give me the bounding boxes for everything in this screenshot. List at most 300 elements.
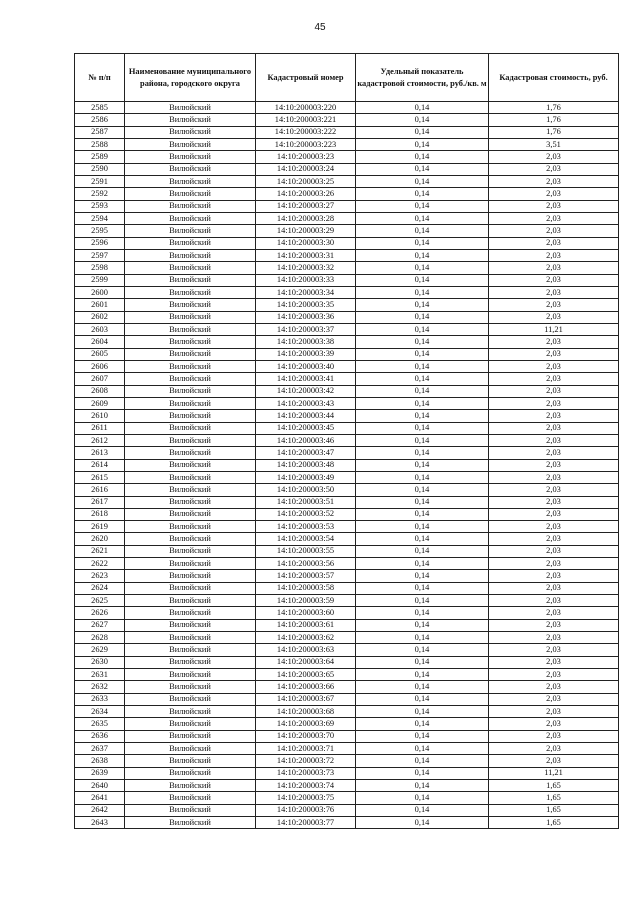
table-row [75, 348, 619, 360]
specific-value-cell: 0,14 [356, 114, 489, 126]
district-cell: Вилюйский [125, 780, 256, 792]
table-row [75, 410, 619, 422]
specific-value-cell: 0,14 [356, 323, 489, 335]
district-cell: Вилюйский [125, 730, 256, 742]
district-cell: Вилюйский [125, 755, 256, 767]
district-cell: Вилюйский [125, 619, 256, 631]
specific-value-cell: 0,14 [356, 373, 489, 385]
cadastral-value-cell: 2,03 [489, 299, 619, 311]
specific-value-cell: 0,14 [356, 484, 489, 496]
table-row [75, 817, 619, 829]
table-row [75, 102, 619, 114]
district-cell: Вилюйский [125, 533, 256, 545]
specific-value-cell: 0,14 [356, 656, 489, 668]
cadastral-value-cell: 2,03 [489, 595, 619, 607]
cadastral-number-cell: 14:10:200003:53 [256, 521, 356, 533]
specific-value-cell: 0,14 [356, 533, 489, 545]
table-row [75, 471, 619, 483]
specific-value-cell: 0,14 [356, 669, 489, 681]
table-row [75, 508, 619, 520]
cadastral-value-cell: 2,03 [489, 336, 619, 348]
cadastral-number-cell: 14:10:200003:60 [256, 607, 356, 619]
district-cell: Вилюйский [125, 521, 256, 533]
cadastral-value-cell: 1,65 [489, 780, 619, 792]
district-cell: Вилюйский [125, 718, 256, 730]
district-cell: Вилюйский [125, 484, 256, 496]
cadastral-number-cell: 14:10:200003:24 [256, 163, 356, 175]
row-num-cell: 2602 [75, 311, 125, 323]
cadastral-value-cell: 2,03 [489, 225, 619, 237]
district-cell: Вилюйский [125, 743, 256, 755]
specific-value-cell: 0,14 [356, 780, 489, 792]
district-cell: Вилюйский [125, 249, 256, 261]
cadastral-value-cell: 2,03 [489, 311, 619, 323]
row-num-cell: 2627 [75, 619, 125, 631]
district-cell: Вилюйский [125, 175, 256, 187]
cadastral-number-cell: 14:10:200003:29 [256, 225, 356, 237]
specific-value-cell: 0,14 [356, 545, 489, 557]
district-cell: Вилюйский [125, 570, 256, 582]
district-cell: Вилюйский [125, 286, 256, 298]
row-num-cell: 2607 [75, 373, 125, 385]
cadastral-value-cell: 2,03 [489, 471, 619, 483]
district-cell: Вилюйский [125, 200, 256, 212]
row-num-cell: 2589 [75, 151, 125, 163]
row-num-cell: 2586 [75, 114, 125, 126]
table-row [75, 619, 619, 631]
district-cell: Вилюйский [125, 237, 256, 249]
district-cell: Вилюйский [125, 212, 256, 224]
row-num-cell: 2638 [75, 755, 125, 767]
specific-value-cell: 0,14 [356, 496, 489, 508]
cadastral-value-cell: 2,03 [489, 397, 619, 409]
specific-value-cell: 0,14 [356, 237, 489, 249]
cadastral-value-cell: 2,03 [489, 163, 619, 175]
row-num-cell: 2620 [75, 533, 125, 545]
district-cell: Вилюйский [125, 151, 256, 163]
cadastral-value-cell: 1,65 [489, 804, 619, 816]
row-num-cell: 2603 [75, 323, 125, 335]
table-row [75, 138, 619, 150]
specific-value-cell: 0,14 [356, 126, 489, 138]
cadastral-number-cell: 14:10:200003:59 [256, 595, 356, 607]
table-row [75, 459, 619, 471]
cadastral-number-cell: 14:10:200003:42 [256, 385, 356, 397]
cadastral-value-cell: 2,03 [489, 447, 619, 459]
cadastral-number-cell: 14:10:200003:50 [256, 484, 356, 496]
row-num-cell: 2636 [75, 730, 125, 742]
cadastral-value-cell: 2,03 [489, 385, 619, 397]
cadastral-value-cell: 2,03 [489, 262, 619, 274]
row-num-cell: 2630 [75, 656, 125, 668]
table-row [75, 669, 619, 681]
cadastral-value-cell: 2,03 [489, 718, 619, 730]
district-cell: Вилюйский [125, 385, 256, 397]
district-cell: Вилюйский [125, 225, 256, 237]
district-cell: Вилюйский [125, 163, 256, 175]
table-row [75, 397, 619, 409]
district-cell: Вилюйский [125, 459, 256, 471]
table-row [75, 570, 619, 582]
cadastral-value-cell: 2,03 [489, 200, 619, 212]
cadastral-value-cell: 2,03 [489, 484, 619, 496]
cadastral-number-cell: 14:10:200003:43 [256, 397, 356, 409]
table-row [75, 607, 619, 619]
cadastral-number-cell: 14:10:200003:220 [256, 102, 356, 114]
table-row [75, 521, 619, 533]
specific-value-cell: 0,14 [356, 188, 489, 200]
cadastral-value-cell: 2,03 [489, 743, 619, 755]
row-num-cell: 2640 [75, 780, 125, 792]
cadastral-value-cell: 1,76 [489, 114, 619, 126]
cadastral-value-cell: 1,65 [489, 817, 619, 829]
cadastral-number-cell: 14:10:200003:25 [256, 175, 356, 187]
row-num-cell: 2631 [75, 669, 125, 681]
district-cell: Вилюйский [125, 595, 256, 607]
cadastral-value-cell: 2,03 [489, 644, 619, 656]
row-num-cell: 2622 [75, 558, 125, 570]
table-row [75, 755, 619, 767]
cadastral-number-cell: 14:10:200003:33 [256, 274, 356, 286]
row-num-cell: 2632 [75, 681, 125, 693]
table-row [75, 151, 619, 163]
cadastral-value-cell: 2,03 [489, 459, 619, 471]
header-row [75, 54, 619, 102]
district-cell: Вилюйский [125, 792, 256, 804]
cadastral-value-cell: 1,76 [489, 126, 619, 138]
row-num-cell: 2591 [75, 175, 125, 187]
specific-value-cell: 0,14 [356, 804, 489, 816]
district-cell: Вилюйский [125, 681, 256, 693]
table-row [75, 718, 619, 730]
table-row [75, 237, 619, 249]
cadastral-number-cell: 14:10:200003:40 [256, 360, 356, 372]
district-cell: Вилюйский [125, 644, 256, 656]
specific-value-cell: 0,14 [356, 410, 489, 422]
cadastral-value-cell: 2,03 [489, 656, 619, 668]
cadastral-number-cell: 14:10:200003:62 [256, 632, 356, 644]
district-cell: Вилюйский [125, 706, 256, 718]
cadastral-value-cell: 2,03 [489, 496, 619, 508]
row-num-cell: 2590 [75, 163, 125, 175]
row-num-cell: 2639 [75, 767, 125, 779]
cadastral-number-cell: 14:10:200003:77 [256, 817, 356, 829]
row-num-cell: 2625 [75, 595, 125, 607]
cadastral-value-cell: 2,03 [489, 693, 619, 705]
cadastral-number-cell: 14:10:200003:31 [256, 249, 356, 261]
cadastral-number-cell: 14:10:200003:39 [256, 348, 356, 360]
cadastral-number-cell: 14:10:200003:58 [256, 582, 356, 594]
district-cell: Вилюйский [125, 558, 256, 570]
district-cell: Вилюйский [125, 767, 256, 779]
row-num-cell: 2621 [75, 545, 125, 557]
table-row [75, 533, 619, 545]
district-cell: Вилюйский [125, 545, 256, 557]
cadastral-number-cell: 14:10:200003:76 [256, 804, 356, 816]
cadastral-value-cell: 2,03 [489, 545, 619, 557]
cadastral-number-cell: 14:10:200003:37 [256, 323, 356, 335]
table-row [75, 681, 619, 693]
page-number: 45 [314, 22, 326, 33]
cadastral-number-cell: 14:10:200003:68 [256, 706, 356, 718]
cadastral-number-cell: 14:10:200003:67 [256, 693, 356, 705]
cadastral-number-cell: 14:10:200003:57 [256, 570, 356, 582]
row-num-cell: 2601 [75, 299, 125, 311]
district-cell: Вилюйский [125, 508, 256, 520]
cadastral-value-cell: 2,03 [489, 188, 619, 200]
specific-value-cell: 0,14 [356, 817, 489, 829]
district-cell: Вилюйский [125, 138, 256, 150]
table-row [75, 336, 619, 348]
specific-value-cell: 0,14 [356, 447, 489, 459]
district-cell: Вилюйский [125, 299, 256, 311]
cadastral-value-cell: 2,03 [489, 434, 619, 446]
cadastral-value-cell: 2,03 [489, 632, 619, 644]
table-row [75, 286, 619, 298]
table-row [75, 632, 619, 644]
specific-value-cell: 0,14 [356, 767, 489, 779]
cadastral-value-cell: 1,65 [489, 792, 619, 804]
cadastral-value-cell: 2,03 [489, 607, 619, 619]
specific-value-cell: 0,14 [356, 225, 489, 237]
row-num-cell: 2629 [75, 644, 125, 656]
district-cell: Вилюйский [125, 434, 256, 446]
specific-value-cell: 0,14 [356, 212, 489, 224]
cadastral-value-cell: 2,03 [489, 249, 619, 261]
specific-value-cell: 0,14 [356, 102, 489, 114]
specific-value-cell: 0,14 [356, 299, 489, 311]
cadastral-value-cell: 2,03 [489, 755, 619, 767]
cadastral-value-cell: 1,76 [489, 102, 619, 114]
specific-value-cell: 0,14 [356, 681, 489, 693]
cadastral-number-cell: 14:10:200003:26 [256, 188, 356, 200]
specific-value-cell: 0,14 [356, 360, 489, 372]
table-row [75, 496, 619, 508]
cadastral-number-cell: 14:10:200003:61 [256, 619, 356, 631]
row-num-cell: 2624 [75, 582, 125, 594]
row-num-cell: 2634 [75, 706, 125, 718]
specific-value-cell: 0,14 [356, 249, 489, 261]
table-row [75, 656, 619, 668]
specific-value-cell: 0,14 [356, 755, 489, 767]
district-cell: Вилюйский [125, 496, 256, 508]
cadastral-number-cell: 14:10:200003:223 [256, 138, 356, 150]
table-row [75, 385, 619, 397]
table-row [75, 644, 619, 656]
table-row [75, 743, 619, 755]
row-num-cell: 2596 [75, 237, 125, 249]
district-cell: Вилюйский [125, 817, 256, 829]
cadastral-number-cell: 14:10:200003:74 [256, 780, 356, 792]
cadastral-number-cell: 14:10:200003:23 [256, 151, 356, 163]
row-num-cell: 2599 [75, 274, 125, 286]
specific-value-cell: 0,14 [356, 582, 489, 594]
cadastral-number-cell: 14:10:200003:51 [256, 496, 356, 508]
table-row [75, 175, 619, 187]
cadastral-value-cell: 2,03 [489, 151, 619, 163]
row-num-cell: 2610 [75, 410, 125, 422]
table-row [75, 582, 619, 594]
cadastral-value-cell: 2,03 [489, 533, 619, 545]
cadastral-number-cell: 14:10:200003:38 [256, 336, 356, 348]
cadastral-value-cell: 2,03 [489, 373, 619, 385]
district-cell: Вилюйский [125, 114, 256, 126]
table-row [75, 225, 619, 237]
cadastral-number-cell: 14:10:200003:47 [256, 447, 356, 459]
cadastral-number-cell: 14:10:200003:222 [256, 126, 356, 138]
table-row [75, 422, 619, 434]
specific-value-cell: 0,14 [356, 644, 489, 656]
row-num-cell: 2642 [75, 804, 125, 816]
row-num-cell: 2633 [75, 693, 125, 705]
table-row [75, 360, 619, 372]
row-num-cell: 2600 [75, 286, 125, 298]
table-row [75, 373, 619, 385]
specific-value-cell: 0,14 [356, 459, 489, 471]
specific-value-cell: 0,14 [356, 397, 489, 409]
table-row [75, 595, 619, 607]
row-num-cell: 2613 [75, 447, 125, 459]
row-num-cell: 2598 [75, 262, 125, 274]
specific-value-cell: 0,14 [356, 730, 489, 742]
district-cell: Вилюйский [125, 311, 256, 323]
specific-value-cell: 0,14 [356, 607, 489, 619]
cadastral-number-cell: 14:10:200003:56 [256, 558, 356, 570]
specific-value-cell: 0,14 [356, 422, 489, 434]
cadastral-number-cell: 14:10:200003:44 [256, 410, 356, 422]
cadastral-value-cell: 2,03 [489, 570, 619, 582]
cadastral-number-cell: 14:10:200003:46 [256, 434, 356, 446]
cadastral-number-cell: 14:10:200003:71 [256, 743, 356, 755]
header-district: Наименование муниципального района, городского округа [125, 54, 256, 102]
cadastral-number-cell: 14:10:200003:28 [256, 212, 356, 224]
table-header [75, 54, 619, 102]
table-row [75, 693, 619, 705]
row-num-cell: 2595 [75, 225, 125, 237]
table-row [75, 188, 619, 200]
row-num-cell: 2604 [75, 336, 125, 348]
district-cell: Вилюйский [125, 188, 256, 200]
table-row [75, 311, 619, 323]
specific-value-cell: 0,14 [356, 693, 489, 705]
row-num-cell: 2609 [75, 397, 125, 409]
table-row [75, 114, 619, 126]
row-num-cell: 2619 [75, 521, 125, 533]
cadastral-value-cell: 2,03 [489, 558, 619, 570]
district-cell: Вилюйский [125, 656, 256, 668]
district-cell: Вилюйский [125, 632, 256, 644]
district-cell: Вилюйский [125, 102, 256, 114]
specific-value-cell: 0,14 [356, 385, 489, 397]
district-cell: Вилюйский [125, 582, 256, 594]
cadastral-value-cell: 11,21 [489, 323, 619, 335]
row-num-cell: 2611 [75, 422, 125, 434]
specific-value-cell: 0,14 [356, 632, 489, 644]
table-row [75, 767, 619, 779]
table-row [75, 274, 619, 286]
table-row [75, 163, 619, 175]
header-specific-value: Удельный показатель кадастровой стоимости, руб./кв. м [356, 54, 489, 102]
specific-value-cell: 0,14 [356, 570, 489, 582]
specific-value-cell: 0,14 [356, 595, 489, 607]
specific-value-cell: 0,14 [356, 471, 489, 483]
district-cell: Вилюйский [125, 410, 256, 422]
cadastral-number-cell: 14:10:200003:54 [256, 533, 356, 545]
cadastral-value-cell: 2,03 [489, 274, 619, 286]
row-num-cell: 2608 [75, 385, 125, 397]
row-num-cell: 2592 [75, 188, 125, 200]
cadastral-number-cell: 14:10:200003:27 [256, 200, 356, 212]
district-cell: Вилюйский [125, 471, 256, 483]
row-num-cell: 2614 [75, 459, 125, 471]
cadastral-number-cell: 14:10:200003:64 [256, 656, 356, 668]
cadastral-number-cell: 14:10:200003:30 [256, 237, 356, 249]
district-cell: Вилюйский [125, 373, 256, 385]
table-row [75, 545, 619, 557]
cadastral-value-cell: 2,03 [489, 360, 619, 372]
table-row [75, 299, 619, 311]
district-cell: Вилюйский [125, 397, 256, 409]
table-row [75, 706, 619, 718]
specific-value-cell: 0,14 [356, 311, 489, 323]
row-num-cell: 2594 [75, 212, 125, 224]
cadastral-number-cell: 14:10:200003:32 [256, 262, 356, 274]
table-row [75, 792, 619, 804]
specific-value-cell: 0,14 [356, 262, 489, 274]
specific-value-cell: 0,14 [356, 619, 489, 631]
table-row [75, 558, 619, 570]
row-num-cell: 2628 [75, 632, 125, 644]
specific-value-cell: 0,14 [356, 792, 489, 804]
row-num-cell: 2597 [75, 249, 125, 261]
specific-value-cell: 0,14 [356, 200, 489, 212]
specific-value-cell: 0,14 [356, 718, 489, 730]
table-row [75, 484, 619, 496]
cadastral-number-cell: 14:10:200003:41 [256, 373, 356, 385]
header-cadastral-value: Кадастровая стоимость, руб. [489, 54, 619, 102]
district-cell: Вилюйский [125, 336, 256, 348]
specific-value-cell: 0,14 [356, 558, 489, 570]
district-cell: Вилюйский [125, 323, 256, 335]
row-num-cell: 2637 [75, 743, 125, 755]
row-num-cell: 2588 [75, 138, 125, 150]
row-num-cell: 2618 [75, 508, 125, 520]
cadastral-value-cell: 2,03 [489, 422, 619, 434]
cadastral-value-cell: 11,21 [489, 767, 619, 779]
cadastral-number-cell: 14:10:200003:63 [256, 644, 356, 656]
specific-value-cell: 0,14 [356, 743, 489, 755]
cadastral-number-cell: 14:10:200003:35 [256, 299, 356, 311]
row-num-cell: 2606 [75, 360, 125, 372]
cadastral-number-cell: 14:10:200003:49 [256, 471, 356, 483]
specific-value-cell: 0,14 [356, 336, 489, 348]
specific-value-cell: 0,14 [356, 138, 489, 150]
district-cell: Вилюйский [125, 607, 256, 619]
cadastral-number-cell: 14:10:200003:72 [256, 755, 356, 767]
table-row [75, 447, 619, 459]
district-cell: Вилюйский [125, 274, 256, 286]
cadastral-number-cell: 14:10:200003:73 [256, 767, 356, 779]
table-row [75, 212, 619, 224]
cadastral-number-cell: 14:10:200003:55 [256, 545, 356, 557]
cadastral-value-cell: 2,03 [489, 669, 619, 681]
district-cell: Вилюйский [125, 804, 256, 816]
cadastral-value-cell: 2,03 [489, 410, 619, 422]
district-cell: Вилюйский [125, 422, 256, 434]
header-cadastral-number: Кадастровый номер [256, 54, 356, 102]
specific-value-cell: 0,14 [356, 163, 489, 175]
district-cell: Вилюйский [125, 262, 256, 274]
